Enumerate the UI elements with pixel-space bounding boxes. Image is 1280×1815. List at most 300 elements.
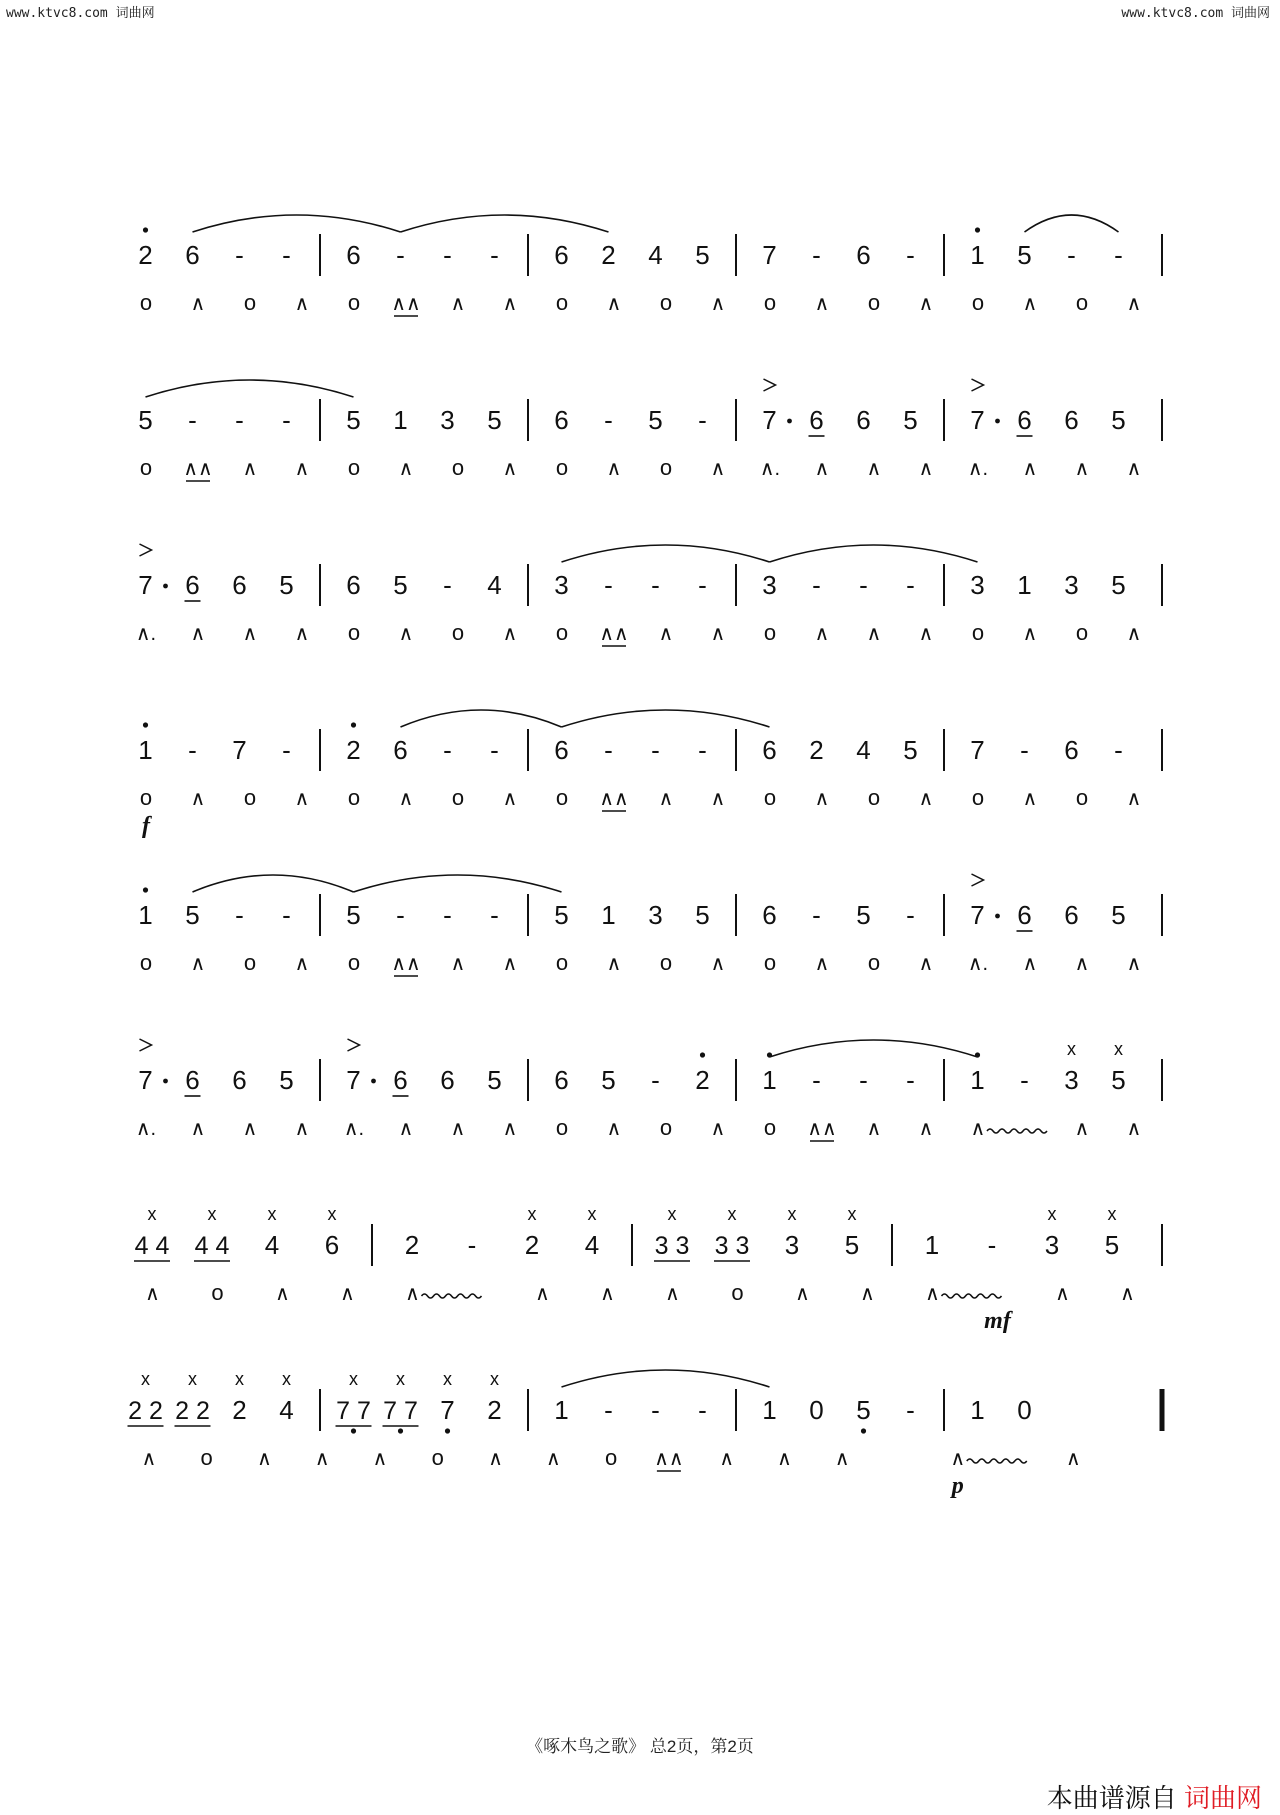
dot bbox=[995, 914, 1000, 919]
dynamic-mark: mf bbox=[984, 1308, 1011, 1334]
articulation-mark: ∧ bbox=[658, 623, 674, 645]
articulation-mark: ∧ bbox=[190, 293, 206, 315]
cross-mark: x bbox=[443, 1369, 452, 1389]
note: 6 bbox=[393, 1065, 408, 1095]
articulation-mark: o bbox=[971, 290, 985, 315]
note: 6 bbox=[440, 1065, 455, 1095]
note: 5 bbox=[844, 1230, 860, 1260]
tie bbox=[562, 545, 770, 562]
articulation-mark: ∧ bbox=[275, 1283, 290, 1305]
articulation-mark: o bbox=[243, 950, 257, 975]
note: 5 bbox=[554, 900, 569, 930]
cross-mark: x bbox=[147, 1204, 157, 1224]
articulation-mark: o bbox=[451, 455, 465, 480]
note: 6 bbox=[856, 405, 871, 435]
note: 1 bbox=[138, 900, 153, 930]
note: 4 bbox=[584, 1230, 600, 1260]
note: 6 bbox=[324, 1230, 340, 1260]
dash: - bbox=[490, 735, 499, 765]
articulation-mark: ∧ bbox=[918, 1118, 934, 1140]
source-credit bbox=[1047, 1778, 1262, 1815]
articulation-mark: ∧ bbox=[314, 1448, 330, 1470]
high-octave-dot bbox=[700, 1052, 705, 1057]
source-prefix: 本曲谱源自 bbox=[1046, 1783, 1177, 1813]
note: 4 bbox=[487, 570, 502, 600]
tie bbox=[562, 710, 770, 727]
articulation-mark: ∧∧ bbox=[807, 1118, 837, 1140]
dash: - bbox=[604, 735, 613, 765]
cross-mark: x bbox=[847, 1204, 857, 1224]
dash: - bbox=[235, 900, 244, 930]
articulation-mark: ∧ bbox=[502, 293, 518, 315]
note: 2 bbox=[346, 735, 361, 765]
articulation-mark: ∧ bbox=[340, 1283, 355, 1305]
articulation-mark: ∧ bbox=[190, 1118, 206, 1140]
note: 7 bbox=[346, 1065, 361, 1095]
note: 5 bbox=[346, 405, 361, 435]
note: 4 bbox=[264, 1230, 280, 1260]
cross-mark: x bbox=[188, 1369, 197, 1389]
articulation-mark: ∧ bbox=[294, 1118, 310, 1140]
articulation-mark: ∧ bbox=[710, 458, 726, 480]
dash: - bbox=[443, 735, 452, 765]
tie bbox=[562, 1370, 770, 1387]
note: 5 bbox=[279, 570, 294, 600]
articulation-mark: ∧ bbox=[665, 1283, 680, 1305]
note: 6 bbox=[856, 240, 871, 270]
note: 3 bbox=[762, 570, 777, 600]
dash: - bbox=[282, 405, 291, 435]
dash: - bbox=[490, 900, 499, 930]
note: 0 bbox=[1017, 1395, 1032, 1425]
dash: - bbox=[467, 1230, 477, 1260]
dot bbox=[371, 1079, 376, 1084]
dash: - bbox=[698, 570, 707, 600]
note: 7 7 bbox=[383, 1397, 418, 1425]
articulation-mark: ∧ bbox=[294, 953, 310, 975]
articulation-mark: o bbox=[451, 620, 465, 645]
note: 2 bbox=[404, 1230, 420, 1260]
note: 2 bbox=[809, 735, 824, 765]
dash: - bbox=[698, 1395, 707, 1425]
dynamic-mark: p bbox=[951, 1473, 964, 1499]
articulation-mark: ∧ bbox=[1074, 458, 1090, 480]
articulation-mark: ∧ bbox=[970, 1118, 986, 1140]
dash: - bbox=[859, 1065, 868, 1095]
articulation-mark: ∧ bbox=[814, 293, 830, 315]
articulation-mark: ∧ bbox=[925, 1283, 940, 1305]
articulation-mark: ∧ bbox=[606, 293, 622, 315]
articulation-mark: ∧ bbox=[606, 1118, 622, 1140]
note: 1 bbox=[138, 735, 153, 765]
cross-mark: x bbox=[527, 1204, 537, 1224]
articulation-mark: ∧ bbox=[866, 458, 882, 480]
note: 6 bbox=[346, 240, 361, 270]
articulation-mark: ∧ bbox=[918, 623, 934, 645]
articulation-mark: o bbox=[555, 455, 569, 480]
note: 4 4 bbox=[194, 1232, 230, 1260]
articulation-mark: ∧ bbox=[257, 1448, 272, 1470]
articulation-mark: o bbox=[139, 290, 153, 315]
tie bbox=[146, 380, 354, 397]
articulation-mark: ∧∧ bbox=[599, 623, 629, 645]
page-footer: 《啄木鸟之歌》 总2页，第2页 bbox=[526, 1737, 754, 1756]
tie bbox=[401, 215, 609, 232]
articulation-mark: ∧ bbox=[190, 623, 206, 645]
note: 5 bbox=[601, 1065, 616, 1095]
articulation-mark: o bbox=[347, 455, 361, 480]
articulation-mark: ∧ bbox=[398, 1118, 414, 1140]
articulation-mark: ∧. bbox=[759, 458, 781, 480]
low-octave-dot bbox=[861, 1428, 866, 1433]
accent-mark bbox=[764, 379, 776, 391]
dynamic-mark: f bbox=[142, 813, 150, 839]
articulation-mark: ∧ bbox=[606, 458, 622, 480]
articulation-mark: o bbox=[555, 290, 569, 315]
dot bbox=[995, 419, 1000, 424]
dash: - bbox=[443, 240, 452, 270]
note: 5 bbox=[856, 900, 871, 930]
accent-mark bbox=[972, 379, 984, 391]
dash: - bbox=[1114, 240, 1123, 270]
articulation-mark: ∧ bbox=[294, 458, 310, 480]
note: 0 bbox=[809, 1395, 824, 1425]
articulation-mark: ∧ bbox=[1126, 788, 1142, 810]
articulation-mark: ∧ bbox=[1126, 458, 1142, 480]
articulation-mark: o bbox=[139, 950, 153, 975]
note: 5 bbox=[279, 1065, 294, 1095]
cross-mark: x bbox=[1107, 1204, 1117, 1224]
articulation-mark: ∧. bbox=[967, 458, 989, 480]
note: 4 4 bbox=[134, 1232, 170, 1260]
articulation-mark: ∧ bbox=[502, 788, 518, 810]
articulation-mark: ∧ bbox=[1022, 788, 1038, 810]
articulation-mark: ∧ bbox=[795, 1283, 810, 1305]
note: 7 bbox=[762, 405, 777, 435]
dot bbox=[163, 584, 168, 589]
note: 7 bbox=[440, 1395, 455, 1425]
articulation-mark: o bbox=[555, 950, 569, 975]
note: 6 bbox=[554, 735, 569, 765]
articulation-mark: ∧ bbox=[606, 953, 622, 975]
header-left: www.ktvc8.com 词曲网 bbox=[6, 6, 155, 21]
accent-mark bbox=[140, 1039, 152, 1051]
dash: - bbox=[188, 735, 197, 765]
note: 5 bbox=[856, 1395, 871, 1425]
note: 6 bbox=[762, 900, 777, 930]
articulation-mark: ∧ bbox=[1022, 953, 1038, 975]
note: 1 bbox=[393, 405, 408, 435]
high-octave-dot bbox=[143, 887, 148, 892]
cross-mark: x bbox=[727, 1204, 737, 1224]
note: 1 bbox=[970, 1065, 985, 1095]
note: 6 bbox=[1064, 900, 1079, 930]
articulation-mark: o bbox=[555, 620, 569, 645]
note: 1 bbox=[762, 1395, 777, 1425]
note: 3 bbox=[1044, 1230, 1060, 1260]
note: 2 bbox=[232, 1395, 247, 1425]
dash: - bbox=[906, 1395, 915, 1425]
articulation-mark: ∧ bbox=[918, 788, 934, 810]
articulation-mark: ∧. bbox=[967, 953, 989, 975]
articulation-mark: o bbox=[1075, 785, 1089, 810]
articulation-mark: ∧ bbox=[145, 1283, 160, 1305]
dash: - bbox=[490, 240, 499, 270]
note: 6 bbox=[1064, 735, 1079, 765]
articulation-mark: o bbox=[555, 1115, 569, 1140]
tie bbox=[1025, 215, 1119, 232]
articulation-mark: ∧ bbox=[141, 1448, 157, 1470]
articulation-mark: o bbox=[763, 620, 777, 645]
dash: - bbox=[604, 1395, 613, 1425]
note: 5 bbox=[1017, 240, 1032, 270]
note: 7 bbox=[970, 735, 985, 765]
dash: - bbox=[443, 900, 452, 930]
articulation-mark: ∧ bbox=[242, 458, 258, 480]
articulation-mark: ∧ bbox=[546, 1448, 561, 1470]
articulation-mark: ∧ bbox=[294, 293, 310, 315]
note: 2 bbox=[487, 1395, 502, 1425]
note: 7 bbox=[138, 570, 153, 600]
articulation-mark: ∧ bbox=[834, 1448, 850, 1470]
trill-line bbox=[942, 1294, 1002, 1298]
articulation-mark: o bbox=[867, 785, 881, 810]
note: 4 bbox=[856, 735, 871, 765]
articulation-mark: o bbox=[763, 950, 777, 975]
accent-mark bbox=[348, 1039, 360, 1051]
dash: - bbox=[651, 570, 660, 600]
note: 3 bbox=[440, 405, 455, 435]
note: 5 bbox=[487, 1065, 502, 1095]
articulation-mark: ∧ bbox=[242, 623, 258, 645]
note: 1 bbox=[554, 1395, 569, 1425]
dash: - bbox=[987, 1230, 997, 1260]
articulation-mark: o bbox=[243, 290, 257, 315]
articulation-mark: ∧ bbox=[398, 458, 414, 480]
articulation-mark: o bbox=[431, 1445, 444, 1470]
note: 7 7 bbox=[336, 1397, 371, 1425]
articulation-mark: ∧∧ bbox=[391, 293, 421, 315]
note: 7 bbox=[762, 240, 777, 270]
note: 1 bbox=[970, 1395, 985, 1425]
tie bbox=[770, 545, 978, 562]
cross-mark: x bbox=[267, 1204, 277, 1224]
articulation-mark: ∧∧ bbox=[183, 458, 213, 480]
tie bbox=[401, 710, 562, 727]
dash: - bbox=[698, 735, 707, 765]
articulation-mark: ∧ bbox=[1022, 623, 1038, 645]
articulation-mark: ∧ bbox=[860, 1283, 875, 1305]
articulation-mark: ∧. bbox=[135, 623, 157, 645]
high-octave-dot bbox=[975, 227, 980, 232]
articulation-mark: ∧ bbox=[710, 953, 726, 975]
articulation-mark: ∧ bbox=[294, 788, 310, 810]
dash: - bbox=[1067, 240, 1076, 270]
note: 7 bbox=[232, 735, 247, 765]
articulation-mark: ∧ bbox=[658, 788, 674, 810]
header-right: www.ktvc8.com 词曲网 bbox=[1121, 6, 1270, 21]
articulation-mark: ∧ bbox=[1055, 1283, 1070, 1305]
note: 6 bbox=[393, 735, 408, 765]
high-octave-dot bbox=[143, 722, 148, 727]
articulation-mark: ∧∧ bbox=[654, 1448, 684, 1470]
note: 5 bbox=[695, 900, 710, 930]
note: 1 bbox=[970, 240, 985, 270]
note: 3 bbox=[784, 1230, 800, 1260]
articulation-mark: ∧ bbox=[710, 293, 726, 315]
dash: - bbox=[906, 900, 915, 930]
articulation-mark: ∧ bbox=[398, 623, 414, 645]
articulation-mark: o bbox=[659, 455, 673, 480]
articulation-mark: o bbox=[867, 950, 881, 975]
articulation-mark: ∧ bbox=[1074, 953, 1090, 975]
note: 5 bbox=[487, 405, 502, 435]
note: 3 bbox=[1064, 1065, 1079, 1095]
dash: - bbox=[812, 1065, 821, 1095]
tie bbox=[193, 215, 401, 232]
articulation-mark: ∧ bbox=[1066, 1448, 1081, 1470]
note: 5 bbox=[1104, 1230, 1120, 1260]
articulation-mark: o bbox=[867, 290, 881, 315]
articulation-mark: ∧ bbox=[502, 623, 518, 645]
articulation-mark: o bbox=[659, 1115, 673, 1140]
note: 5 bbox=[138, 405, 153, 435]
dash: - bbox=[443, 570, 452, 600]
articulation-mark: ∧ bbox=[866, 1118, 882, 1140]
articulation-mark: ∧ bbox=[1126, 293, 1142, 315]
articulation-mark: ∧∧ bbox=[599, 788, 629, 810]
articulation-mark: o bbox=[139, 455, 153, 480]
note: 6 bbox=[232, 1065, 247, 1095]
articulation-mark: ∧ bbox=[488, 1448, 503, 1470]
articulation-mark: ∧ bbox=[719, 1448, 734, 1470]
articulation-mark: ∧ bbox=[1126, 953, 1142, 975]
articulation-mark: o bbox=[243, 785, 257, 810]
articulation-mark: ∧ bbox=[1126, 1118, 1142, 1140]
articulation-mark: ∧ bbox=[710, 788, 726, 810]
articulation-mark: ∧ bbox=[710, 623, 726, 645]
articulation-mark: ∧ bbox=[1022, 293, 1038, 315]
accent-mark bbox=[972, 874, 984, 886]
dash: - bbox=[604, 570, 613, 600]
articulation-mark: ∧ bbox=[190, 788, 206, 810]
dash: - bbox=[396, 900, 405, 930]
cross-mark: x bbox=[349, 1369, 358, 1389]
note: 5 bbox=[903, 405, 918, 435]
dash: - bbox=[1020, 1065, 1029, 1095]
cross-mark: x bbox=[207, 1204, 217, 1224]
dot bbox=[163, 1079, 168, 1084]
dash: - bbox=[812, 900, 821, 930]
note: 6 bbox=[185, 1065, 200, 1095]
note: 6 bbox=[762, 735, 777, 765]
note: 5 bbox=[346, 900, 361, 930]
cross-mark: x bbox=[787, 1204, 797, 1224]
dash: - bbox=[698, 405, 707, 435]
note: 2 bbox=[524, 1230, 540, 1260]
cross-mark: x bbox=[667, 1204, 677, 1224]
note: 5 bbox=[1111, 570, 1126, 600]
note: 2 bbox=[695, 1065, 710, 1095]
articulation-mark: ∧ bbox=[1074, 1118, 1090, 1140]
note: 7 bbox=[970, 900, 985, 930]
dash: - bbox=[235, 240, 244, 270]
dash: - bbox=[604, 405, 613, 435]
tie bbox=[354, 875, 562, 892]
articulation-mark: o bbox=[347, 620, 361, 645]
articulation-mark: ∧ bbox=[866, 623, 882, 645]
articulation-mark: o bbox=[139, 785, 153, 810]
note: 5 bbox=[185, 900, 200, 930]
cross-mark: x bbox=[282, 1369, 291, 1389]
dash: - bbox=[396, 240, 405, 270]
note: 7 bbox=[138, 1065, 153, 1095]
articulation-mark: o bbox=[763, 290, 777, 315]
cross-mark: x bbox=[396, 1369, 405, 1389]
articulation-mark: ∧ bbox=[777, 1448, 792, 1470]
note: 3 3 bbox=[714, 1232, 750, 1260]
note: 1 bbox=[924, 1230, 940, 1260]
note: 5 bbox=[648, 405, 663, 435]
articulation-mark: ∧ bbox=[190, 953, 206, 975]
articulation-mark: o bbox=[971, 620, 985, 645]
note: 1 bbox=[1017, 570, 1032, 600]
articulation-mark: ∧ bbox=[535, 1283, 550, 1305]
articulation-mark: ∧ bbox=[600, 1283, 615, 1305]
dash: - bbox=[812, 240, 821, 270]
articulation-mark: o bbox=[659, 290, 673, 315]
dash: - bbox=[859, 570, 868, 600]
low-octave-dot bbox=[398, 1428, 403, 1433]
note: 6 bbox=[185, 240, 200, 270]
tie bbox=[193, 875, 354, 892]
articulation-mark: o bbox=[347, 290, 361, 315]
note: 3 3 bbox=[654, 1232, 690, 1260]
dash: - bbox=[906, 240, 915, 270]
articulation-mark: ∧ bbox=[450, 1118, 466, 1140]
high-octave-dot bbox=[351, 722, 356, 727]
note: 6 bbox=[1017, 405, 1032, 435]
note: 2 bbox=[138, 240, 153, 270]
articulation-mark: o bbox=[659, 950, 673, 975]
articulation-mark: ∧ bbox=[398, 788, 414, 810]
articulation-mark: ∧ bbox=[502, 458, 518, 480]
note: 3 bbox=[1064, 570, 1079, 600]
articulation-mark: o bbox=[211, 1280, 224, 1305]
articulation-mark: ∧ bbox=[814, 458, 830, 480]
cross-mark: x bbox=[587, 1204, 597, 1224]
note: 3 bbox=[970, 570, 985, 600]
articulation-mark: ∧. bbox=[343, 1118, 365, 1140]
articulation-mark: o bbox=[347, 785, 361, 810]
note: 6 bbox=[185, 570, 200, 600]
note: 1 bbox=[601, 900, 616, 930]
cross-mark: x bbox=[235, 1369, 244, 1389]
note: 6 bbox=[232, 570, 247, 600]
dash: - bbox=[651, 1395, 660, 1425]
articulation-mark: ∧ bbox=[294, 623, 310, 645]
articulation-mark: ∧ bbox=[450, 953, 466, 975]
articulation-mark: ∧ bbox=[450, 293, 466, 315]
articulation-mark: ∧ bbox=[242, 1118, 258, 1140]
articulation-mark: ∧ bbox=[918, 953, 934, 975]
source-brand: 词曲网 bbox=[1183, 1783, 1262, 1813]
note: 5 bbox=[903, 735, 918, 765]
articulation-mark: ∧ bbox=[1120, 1283, 1135, 1305]
dash: - bbox=[651, 1065, 660, 1095]
articulation-mark: o bbox=[763, 1115, 777, 1140]
cross-mark: x bbox=[327, 1204, 337, 1224]
